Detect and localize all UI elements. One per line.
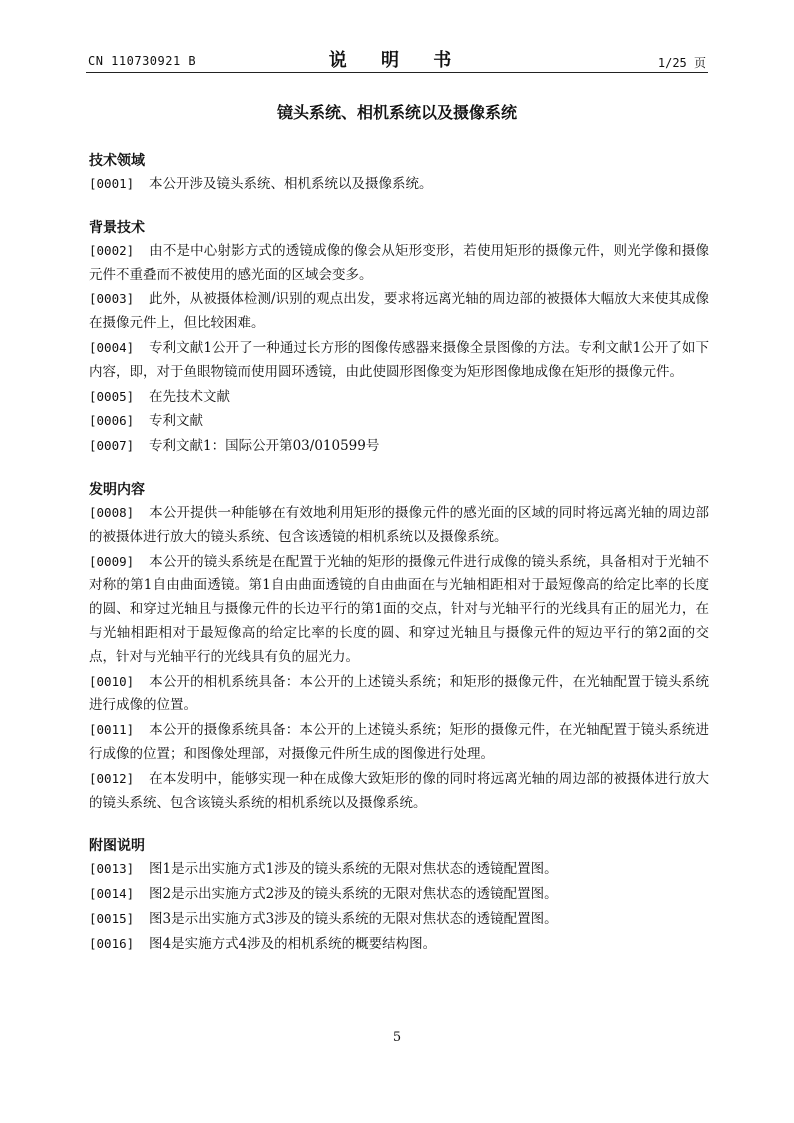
paragraph-number: [0013] [89,861,135,877]
publication-number: CN 110730921 B [88,54,197,68]
page-number: 5 [392,1030,402,1045]
section [89,150,709,197]
paragraph-number: [0012] [89,770,135,786]
section-heading: 附图说明 [89,838,145,855]
paragraph [89,767,709,816]
paragraph-number: [0007] [89,438,135,454]
paragraph-number: [0004] [89,339,135,355]
paragraph-text: 专利文献 [149,413,203,430]
paragraph-number: [0009] [89,553,135,569]
section [89,835,709,956]
paragraph-text: 此外，从被摄体检测/识别的观点出发，要求将远离光轴的周边部的被摄体大幅放大来使其成像在摄像元件上，但比较困难。 [89,291,709,332]
paragraph-number: [0015] [89,910,135,926]
paragraph-text: 专利文献1公开了一种通过长方形的图像传感器来摄像全景图像的方法。专利文献1公开了如下内容，即，对于鱼眼物镜而使用圆环透镜，由此使圆形图像变为矩形图像地成像在矩形的摄像元件。 [89,339,709,380]
paragraph [89,550,709,670]
paragraph-text: 图1是示出实施方式1涉及的镜头系统的无限对焦状态的透镜配置图。 [149,861,558,878]
paragraph-text: 由不是中心射影方式的透镜成像的像会从矩形变形，若使用矩形的摄像元件，则光学像和摄像元件不重叠而不被使用的感光面的区域会变多。 [89,242,709,283]
paragraph-text: 在本发明中，能够实现一种在成像大致矩形的像的同时将远离光轴的周边部的被摄体进行放大的镜头系统、包含该镜头系统的相机系统以及摄像系统。 [89,770,709,811]
document-type: 说 明 书 [328,50,466,71]
document-title: 镜头系统、相机系统以及摄像系统 [276,103,517,122]
section [89,479,709,815]
paragraph-number: [0016] [89,935,135,951]
paragraph [89,172,709,197]
paragraph-text: 图3是示出实施方式3涉及的镜头系统的无限对焦状态的透镜配置图。 [149,910,558,927]
paragraph-number: [0003] [89,291,135,307]
paragraph-number: [0010] [89,673,135,689]
paragraph-number: [0002] [89,242,135,258]
paragraph-number: [0006] [89,413,135,429]
paragraph-text: 本公开的镜头系统是在配置于光轴的矩形的摄像元件进行成像的镜头系统，具备相对于光轴不对称的第1自由曲面透镜。第1自由曲面透镜的自由曲面在与光轴相距相对于最短像高的给定比率的长度的圆、和穿过光轴且与摄像元件的长边平行的第1面的交点，针对与光轴平行的光线具有正的屈光力，在与光轴相距相对于最短像高的给定比率的长度的圆、和穿过光轴且与摄像元件的短边平行的第2面的交点，针对与光轴平行的光线具有负的屈光力。 [89,553,709,665]
paragraph-number: [0001] [89,176,135,191]
page-range: 1/25 页 [657,56,706,70]
paragraph [89,907,709,932]
paragraph [89,718,709,767]
section-heading: 背景技术 [89,219,145,236]
paragraph-number: [0014] [89,886,135,902]
section-heading: 发明内容 [89,481,145,498]
paragraph-text: 在先技术文献 [149,388,230,405]
section [89,217,709,459]
paragraph-text: 本公开提供一种能够在有效地利用矩形的摄像元件的感光面的区域的同时将远离光轴的周边部的被摄体进行放大的镜头系统、包含该透镜的相机系统以及摄像系统。 [89,504,709,545]
paragraph-text: 专利文献1：国际公开第03/010599号 [149,438,380,455]
paragraph-text: 本公开涉及镜头系统、相机系统以及摄像系统。 [149,176,433,192]
paragraph [89,882,709,907]
paragraph [89,501,709,550]
paragraph [89,670,709,719]
paragraph-text: 本公开的摄像系统具备：本公开的上述镜头系统；矩形的摄像元件，在光轴配置于镜头系统进行成像的位置；和图像处理部，对摄像元件所生成的图像进行处理。 [89,722,709,762]
section-heading: 技术领域 [89,153,145,169]
paragraph [89,857,709,882]
paragraph [89,409,709,434]
paragraph [89,385,709,410]
paragraph-text: 本公开的相机系统具备：本公开的上述镜头系统；和矩形的摄像元件，在光轴配置于镜头系统进行成像的位置。 [89,673,709,714]
header-rule [86,72,708,73]
document-body [89,150,709,977]
paragraph [89,932,709,957]
paragraph [89,239,709,288]
paragraph [89,336,709,385]
paragraph-number: [0011] [89,722,135,738]
paragraph-number: [0005] [89,388,135,404]
paragraph-text: 图2是示出实施方式2涉及的镜头系统的无限对焦状态的透镜配置图。 [149,886,558,903]
paragraph [89,287,709,336]
paragraph-number: [0008] [89,504,135,520]
paragraph-text: 图4是实施方式4涉及的相机系统的概要结构图。 [149,935,437,952]
paragraph [89,434,709,459]
